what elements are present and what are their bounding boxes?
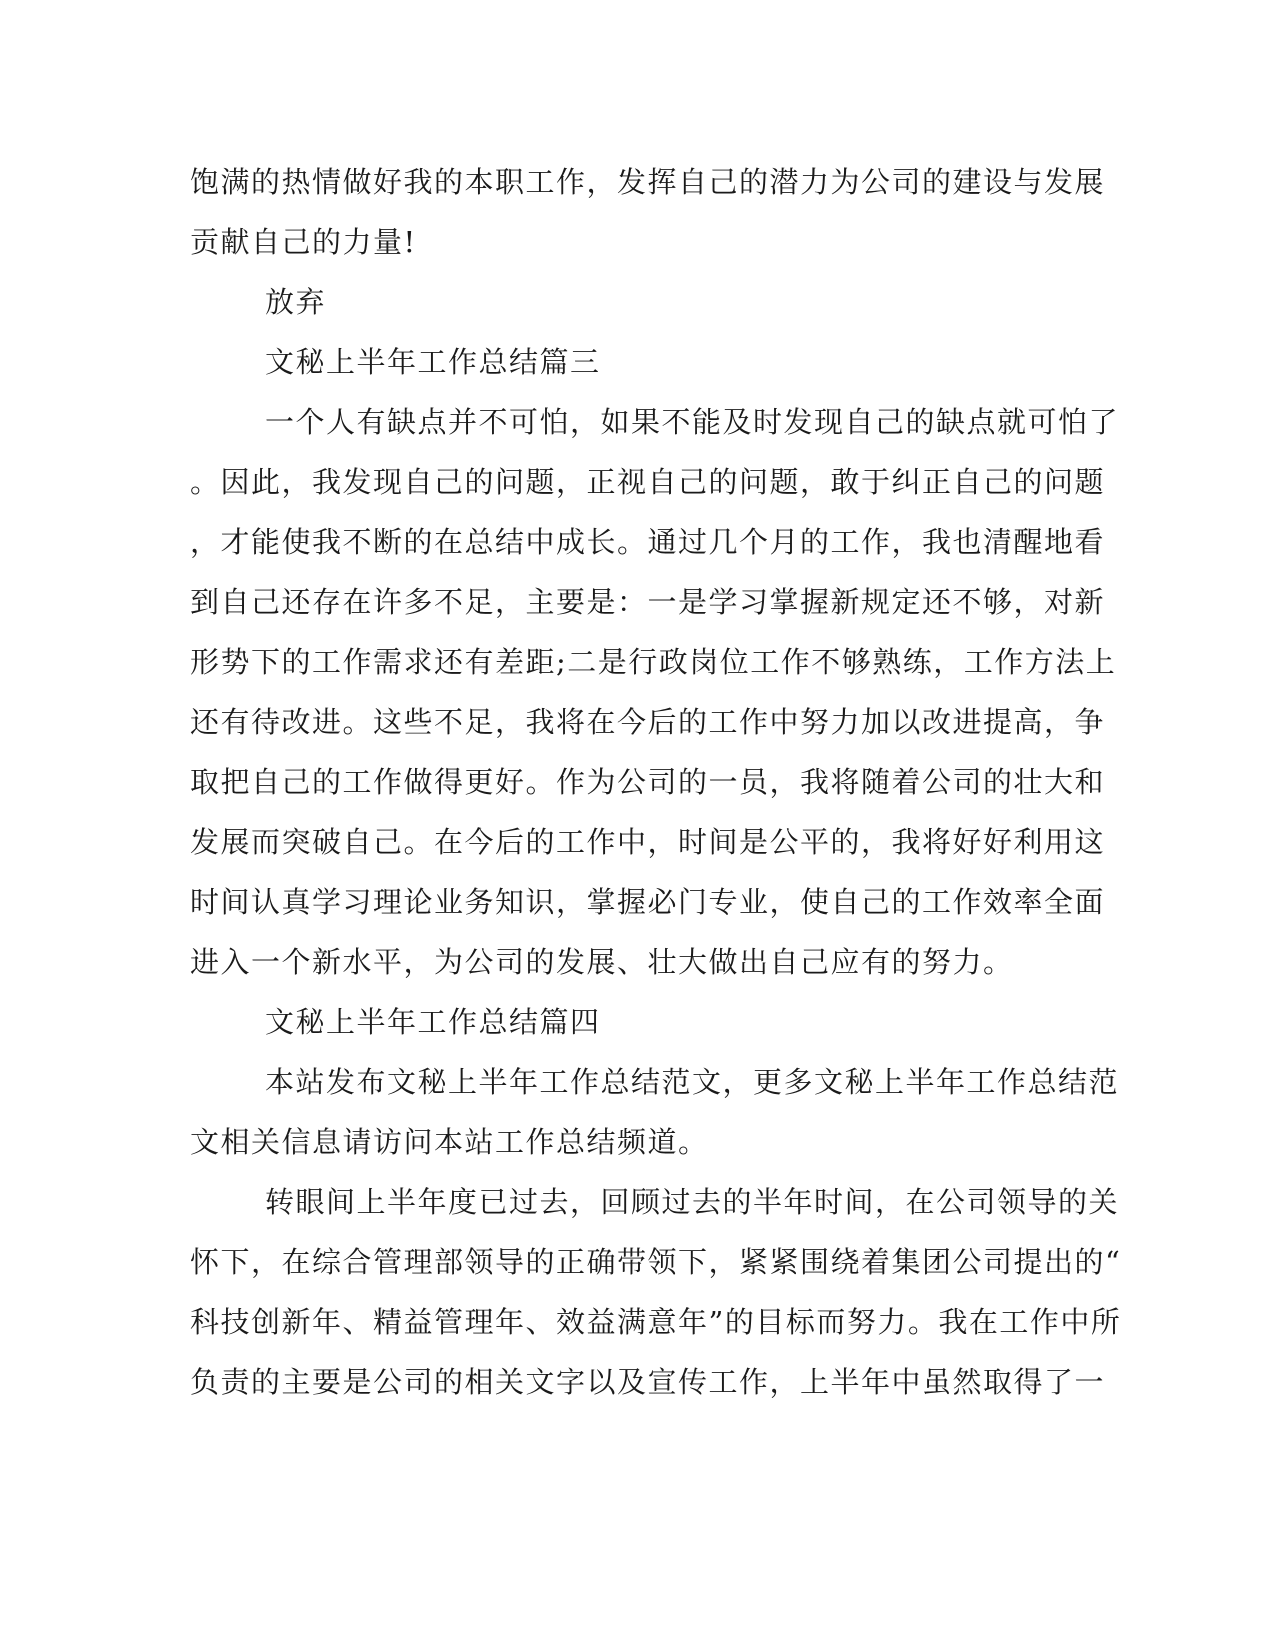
body-text-line: 负责的主要是公司的相关文字以及宣传工作，上半年中虽然取得了一 — [190, 1365, 1106, 1399]
body-text-line: 发展而突破自己。在今后的工作中，时间是公平的，我将好好利用这 — [190, 825, 1106, 859]
body-text-line: 。因此，我发现自己的问题，正视自己的问题，敢于纠正自己的问题 — [190, 465, 1106, 499]
body-text-line: 一个人有缺点并不可怕，如果不能及时发现自己的缺点就可怕了 — [265, 405, 1120, 439]
body-text-line: 饱满的热情做好我的本职工作，发挥自己的潜力为公司的建设与发展 — [190, 165, 1106, 199]
body-text-line: 时间认真学习理论业务知识，掌握必门专业，使自己的工作效率全面 — [190, 885, 1106, 919]
body-text-line: 还有待改进。这些不足，我将在今后的工作中努力加以改进提高，争 — [190, 705, 1106, 739]
body-text-line: 取把自己的工作做得更好。作为公司的一员，我将随着公司的壮大和 — [190, 765, 1106, 799]
body-text-line: 进入一个新水平，为公司的发展、壮大做出自己应有的努力。 — [190, 945, 1014, 979]
section-heading: 文秘上半年工作总结篇四 — [265, 1005, 601, 1039]
body-text-line: 怀下，在综合管理部领导的正确带领下，紧紧围绕着集团公司提出的“ — [190, 1245, 1122, 1279]
body-text-line: 本站发布文秘上半年工作总结范文，更多文秘上半年工作总结范 — [265, 1065, 1120, 1099]
section-heading: 文秘上半年工作总结篇三 — [265, 345, 601, 379]
body-text-line: 放弃 — [265, 285, 327, 319]
body-text-line: 转眼间上半年度已过去，回顾过去的半年时间，在公司领导的关 — [265, 1185, 1120, 1219]
body-text-line: 文相关信息请访问本站工作总结频道。 — [190, 1125, 709, 1159]
body-text-line: 贡献自己的力量! — [190, 225, 417, 259]
body-text-line: 科技创新年、精益管理年、效益满意年”的目标而努力。我在工作中所 — [190, 1305, 1122, 1339]
body-text-line: ，才能使我不断的在总结中成长。通过几个月的工作，我也清醒地看 — [190, 525, 1106, 559]
body-text-line: 形势下的工作需求还有差距;二是行政岗位工作不够熟练，工作方法上 — [190, 645, 1117, 679]
body-text-line: 到自己还存在许多不足，主要是：一是学习掌握新规定还不够，对新 — [190, 585, 1106, 619]
